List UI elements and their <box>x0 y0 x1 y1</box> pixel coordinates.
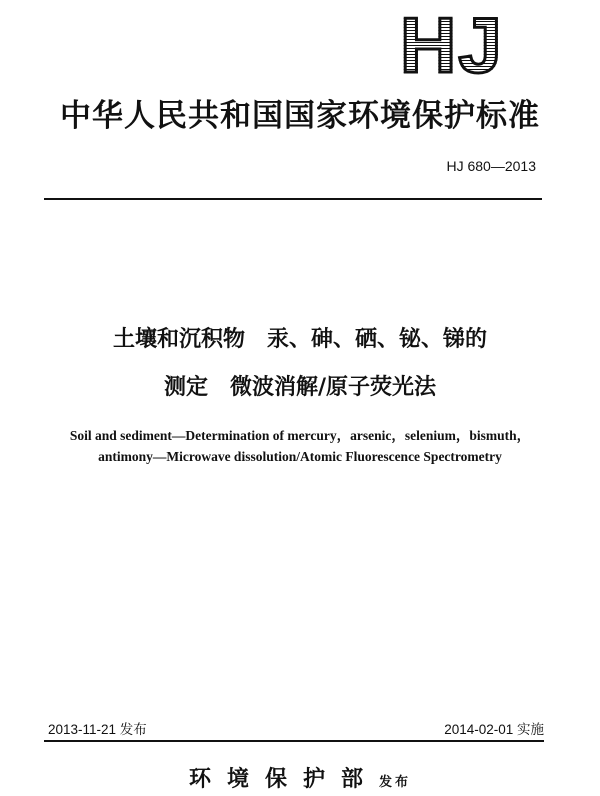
implementation-date: 2014-02-01 实施 <box>444 722 544 737</box>
issuer-name: 环境保护部 <box>188 766 379 792</box>
chinese-title-line-2: 测定 微波消解/原子荧光法 <box>163 375 437 400</box>
standard-code: HJ 680—2013 <box>446 158 536 174</box>
org-title: 中华人民共和国国家环境保护标准 <box>60 98 540 134</box>
hj-logo: HJ <box>400 8 530 82</box>
issuer-line <box>0 762 600 793</box>
issuer-suffix: 发布 <box>379 775 412 790</box>
chinese-title-line-1: 土壤和沉积物 汞、砷、硒、铋、锑的 <box>112 327 487 352</box>
english-title-line-1: Soil and sediment—Determination of mercury，arsenic，selenium，bismuth， <box>69 428 531 443</box>
bottom-divider <box>44 740 544 742</box>
top-divider <box>44 198 542 200</box>
english-title-line-2: antimony—Microwave dissolution/Atomic Fluorescence Spectrometry <box>98 449 502 464</box>
issue-date: 2013-11-21 发布 <box>48 722 147 737</box>
